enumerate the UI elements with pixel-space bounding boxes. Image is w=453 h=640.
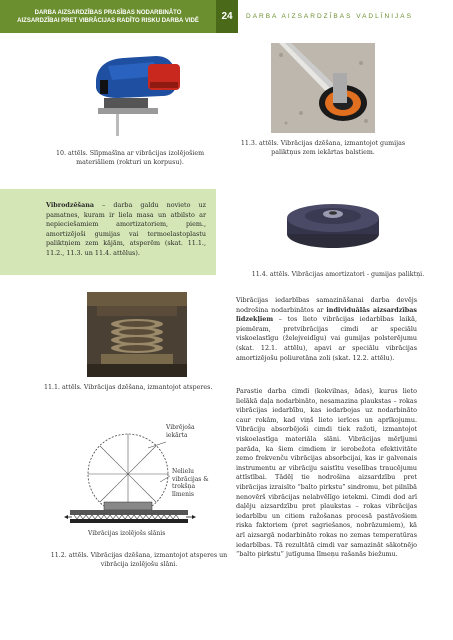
diagram-label-mid-line1: Nelielu [172, 468, 194, 475]
diagram-label-source [166, 424, 195, 439]
vibrodzesana-text: – darba galdu novieto uz pamatnes, kuram ir liela masa un atbilsto ar nepieciešamiem amortizatoriem, piem., amortizējoši gumijas vai termoelastoplastu paliktņiem zem kājām, atsperēm (skat. 11.1., 11.2., 11.3. un 11.4. attēlus). [46, 201, 206, 257]
diagram-label-mid-line3: trokšņa [172, 483, 196, 490]
figure-11-3-image [271, 43, 375, 133]
figure-11-2-caption: 11.2. attēls. Vibrācijas dzēšana, izmantojot atsperes un vibrācija izolējošu slāni. [50, 552, 228, 568]
vibrodzesana-paragraph [46, 201, 206, 259]
header-section-title: DARBA AIZSARDZĪBAS VADLĪNIJAS [238, 0, 453, 33]
vibrodzesana-term: Vibrodzēšana [46, 201, 95, 209]
figure-11-3-caption: 11.3. attēls. Vibrācijas dzēšana, izmantojot gumijas paliktņus zem iekārtas balstiem. [240, 140, 406, 156]
page-header [0, 0, 453, 33]
header-title-line2: AIZSARDZĪBAI PRET VIBRĀCIJAS RADĪTO RISKU DARBA VIDĒ [17, 18, 199, 24]
vibrodzesana-box [0, 189, 216, 275]
figure-11-4-image [283, 194, 383, 254]
figure-11-1-image [87, 292, 187, 377]
figure-10-image [78, 42, 188, 142]
diagram-label-mid-line4: līmenis [172, 490, 194, 498]
header-title-block [0, 0, 216, 33]
gloves-paragraph: Parastie darba cimdi (kokvilnas, ādas), kurus lieto lielākā daļa nodarbināto, nesamazina plaukstas – rokas vibrācijas iedarbību, kas iedarbojas uz nodarbināto caur rokām, kad viņš lieto ierīces un aprīkojumu. Vibrāciju absorbējoši cimdi tiek ražoti, izmantojot viskoelastīga materiāla slāni. Vibrācijas mērījumi parāda, ka šiem cimdiem ir ierobežota efektivitāte zemo frekvenču vibrācijas absorbcijai, kas ir galvenais instrumentu ar vibrāciju saistītu veselības traucējumu attīstībai. Tādēļ tie nodrošina aizsardzību pret vibrācijas izraisīto “balto pirkstu” sindromu, bet pilnībā nenovērš vibrācijas nelabvēlīgo ietekmi. Cimdi dod arī daļēju aizsardzību pret plaukstas – rokas vibrācijas iedarbību un citiem ražošanas procesā pastāvošiem riska faktoriem (pret sagriešanos, nobrāzumiem), kā arī aizsargā nodarbināto rokas no zemas temperatūras iedarbības. Tā rezultātā cimdi var samazināt sākotnējo “balto pirkstu” jutīguma līmeņu rašanās biežumu. [236, 387, 417, 559]
ppe-text-start: Vibrācijas iedarbības samazināšanai darba devējs nodrošina nodarbinātos ar [236, 296, 417, 314]
rubber-pad-photo [271, 43, 375, 133]
figure-11-4-caption: 11.4. attēls. Vibrācijas amortizatori - gumijas paliktņi. [251, 271, 425, 278]
diagram-label-source-line1: Vibrējoša [166, 424, 195, 431]
diagram-label-mid [172, 468, 209, 498]
header-title-line1: DARBA AIZSARDZĪBAS PRASĪBAS NODARBINĀTO [34, 10, 182, 16]
ppe-text-end: – tos lieto vibrācijas iedarbības laikā, piemēram, pretvibrācijas cimdi ar speciālu viskoelastīgu (želejveidīgu) vai gumijas polsterējumu (skat. 12.1. attēlu), apavi ar speciālu vibrācijas amortizējošu poliuretāna zoli (skat. 12.2. attēlu). [236, 315, 417, 362]
figure-11-1-caption: 11.1. attēls. Vibrācijas dzēšana, izmantojot atsperes. [44, 384, 213, 391]
figure-10-caption: 10. attēls. Slīpmašīna ar vibrācijas izolējošiem materiāliem (rokturi un korpusu). [55, 150, 205, 166]
ppe-text-bold: individuālās aizsardzības līdzekļiem [236, 305, 418, 324]
diagram-label-bottom: Vibrācijas izolējošs slānis [88, 530, 166, 537]
diagram-label-source-line2: iekārta [166, 431, 188, 439]
ppe-paragraph [236, 296, 417, 363]
jigsaw-illustration [78, 42, 188, 142]
rubber-amortizer-illustration [283, 194, 383, 254]
spring-photo [87, 292, 187, 377]
page-number: 24 [216, 0, 238, 33]
diagram-label-mid-line2: vibrācijas & [172, 475, 209, 483]
